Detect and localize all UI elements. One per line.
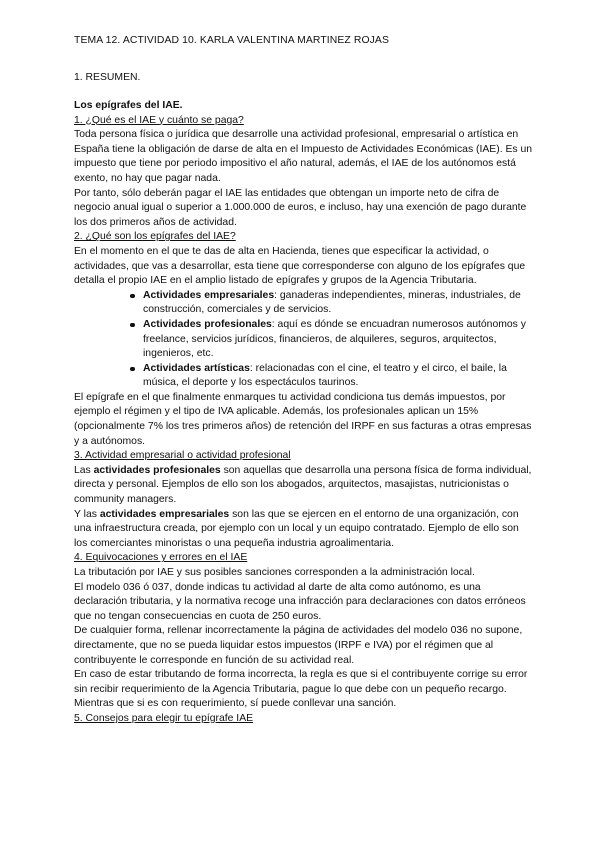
paragraph: En caso de estar tributando de forma incorrecta, la regla es que si el contribuyente corrige su error sin recibir requerimiento de la Agencia Tributaria, pague lo que debe con un pequeño recargo. Mientras que si es con requerimiento, sí puede conllevar una sanción.: [74, 669, 528, 710]
heading-1: 1. ¿Qué es el IAE y cuánto se paga?: [74, 114, 244, 126]
section-title: 1. RESUMEN.: [74, 72, 141, 83]
list-item: [143, 289, 534, 318]
paragraph: [74, 464, 534, 508]
text-run: son las que se ejercen en el entorno de una organización, con una infraestructura creada, por ejemplo con un local y un equipo contratado. Ejemplo de ello son los comerciantes minoristas o una pequeña industria agroalimentaria.: [74, 508, 519, 549]
paragraph: [74, 508, 534, 552]
paragraph: La tributación por IAE y sus posibles sanciones corresponden a la administración local.: [74, 567, 475, 578]
heading-3: 3. Actividad empresarial o actividad profesional: [74, 450, 291, 462]
main-heading: Los epígrafes del IAE.: [74, 100, 183, 111]
list-item-term: Actividades artísticas: [143, 362, 250, 374]
bold-term: actividades empresariales: [99, 508, 230, 520]
list-item: [143, 362, 534, 391]
text-run: Y las: [74, 508, 100, 520]
paragraph: Toda persona física o jurídica que desarrolle una actividad profesional, empresarial o artística en España tiene la obligación de darse de alta en el Impuesto de Actividades Económicas (IAE). Es un impuesto que tiene por periodo impositivo el año natural, además, el IAE de los autónomos está exento, no hay que pagar nada.: [74, 129, 533, 184]
list-item-text: : relacionadas con el cine, el teatro y el circo, el baile, la música, el deporte y los espectáculos taurinos.: [143, 362, 507, 389]
paragraph: El epígrafe en el que finalmente enmarques tu actividad condiciona tus demás impuestos, por ejemplo el régimen y el tipo de IVA aplicable. Además, los profesionales aplican un 15% (opcionalmente 7% los tres primeros años) de retención del IRPF en sus facturas a otras empresas y a autónomos.: [74, 391, 532, 447]
activity-list: [74, 289, 534, 391]
heading-4: 4. Equivocaciones y errores en el IAE: [74, 552, 248, 564]
paragraph: Por tanto, sólo deberán pagar el IAE las entidades que obtengan un importe neto de cifra de negocio anual igual o superior a 1.000.000 de euros, e incluso, hay una exención de pago durante los dos primeros años de actividad.: [74, 187, 527, 228]
document-body: [74, 99, 534, 727]
list-item-term: Actividades profesionales: [143, 318, 272, 330]
list-item-text: : ganaderas independientes, mineras, industriales, de construcción, comerciales y de servicios.: [143, 289, 521, 316]
heading-5: 5. Consejos para elegir tu epígrafe IAE: [74, 712, 254, 724]
paragraph: El modelo 036 ó 037, donde indicas tu actividad al darte de alta como autónomo, es una declaración tributaria, y la normativa recoge una infracción para declaraciones con datos erróneos que no tengan consecuencias en cuota de 250 euros.: [74, 581, 526, 622]
paragraph: En el momento en el que te das de alta en Hacienda, tienes que especificar la actividad, o actividades, que vas a desarrollar, esta tiene que corresponderse con alguno de los epígrafes que detalla el propio IAE en el amplio listado de epígrafes y grupos de la Agencia Tributaria.: [74, 245, 526, 287]
heading-2: 2. ¿Qué son los epígrafes del IAE?: [74, 231, 236, 243]
list-item-term: Actividades empresariales: [143, 289, 275, 301]
text-run: Las: [74, 464, 94, 476]
list-item: [143, 318, 534, 362]
document-header: TEMA 12. ACTIVIDAD 10. KARLA VALENTINA MARTINEZ ROJAS: [74, 35, 389, 46]
paragraph: De cualquier forma, rellenar incorrectamente la página de actividades del modelo 036 no supone, directamente, que no se pueda liquidar estos impuestos (IRPF e IVA) por el régimen que al contribuyente le corresponde en función de su actividad real.: [74, 625, 523, 666]
list-item-text: : aquí es dónde se encuadran numerosos autónomos y freelance, servicios jurídicos, financieros, de alquileres, seguros, arquitectos, ingenieros, etc.: [143, 318, 526, 360]
text-run: son aquellas que desarrolla una persona física de forma individual, directa y personal. Ejemplos de ello son los abogados, arquitectos, masajistas, nutricionistas o community managers.: [74, 464, 532, 506]
bold-term: actividades profesionales: [93, 464, 221, 476]
